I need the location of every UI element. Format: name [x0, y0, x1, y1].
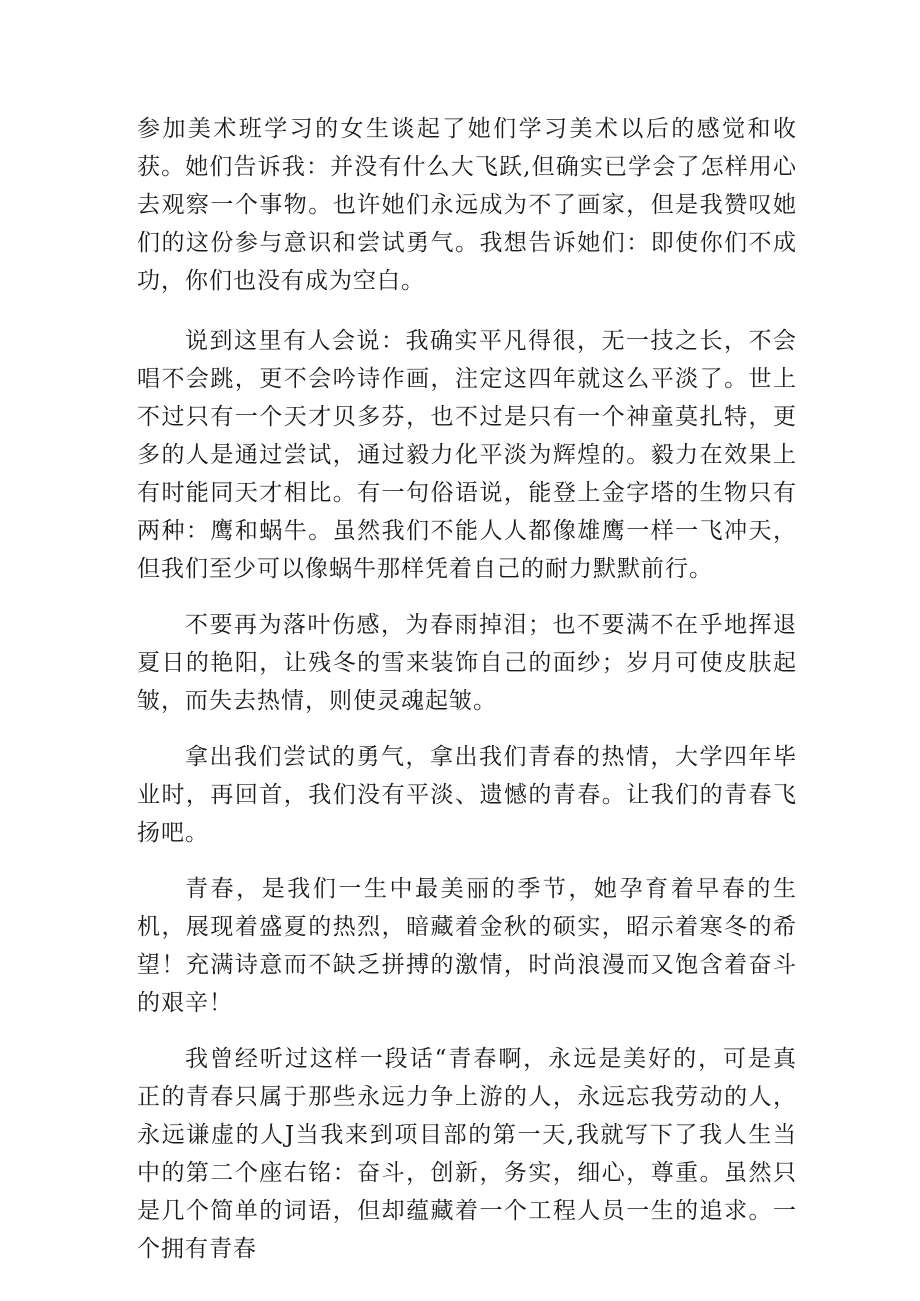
- paragraph-courage: 拿出我们尝试的勇气，拿出我们青春的热情，大学四年毕业时，再回首，我们没有平淡、遗憾的青春。让我们的青春飞扬吧。: [137, 744, 797, 846]
- paragraph-art-class: 参加美术班学习的女生谈起了她们学习美术以后的感觉和收获。她们告诉我：并没有什么大飞跃,但确实已学会了怎样用心去观察一个事物。也许她们永远成为不了画家，但是我赞叹她们的这份参与意识和尝试勇气。我想告诉她们：即使你们不成功，你们也没有成为空白。: [137, 116, 797, 294]
- paragraph-motto: 我曾经听过这样一段话“青春啊，永远是美好的，可是真正的青春只属于那些永远力争上游的人，永远忘我劳动的人，永远谦虚的人J当我来到项目部的第一天,我就写下了我人生当中的第二个座右铭：奋斗，创新，务实，细心，尊重。虽然只是几个简单的词语，但却蕴藏着一个工程人员一生的追求。一个拥有青春: [137, 1046, 797, 1262]
- document-body: [137, 110, 797, 1286]
- paragraph-ordinary-people: 说到这里有人会说：我确实平凡得很，无一技之长，不会唱不会跳，更不会吟诗作画，注定这四年就这么平淡了。世上不过只有一个天才贝多芬，也不过是只有一个神童莫扎特，更多的人是通过尝试，通过毅力化平淡为辉煌的。毅力在效果上有时能同天才相比。有一句俗语说，能登上金字塔的生物只有两种：鹰和蜗牛。虽然我们不能人人都像雄鹰一样一飞冲天，但我们至少可以像蜗牛那样凭着自己的耐力默默前行。: [137, 328, 797, 582]
- paragraph-seasons: 不要再为落叶伤感，为春雨掉泪；也不要满不在乎地挥退夏日的艳阳，让残冬的雪来装饰自己的面纱；岁月可使皮肤起皱，而失去热情，则使灵魂起皱。: [137, 612, 797, 714]
- paragraph-youth: 青春，是我们一生中最美丽的季节，她孕育着早春的生机，展现着盛夏的热烈，暗藏着金秋的硕实，昭示着寒冬的希望！充满诗意而不缺乏拼搏的激情，时尚浪漫而又饱含着奋斗的艰辛！: [137, 876, 797, 1016]
